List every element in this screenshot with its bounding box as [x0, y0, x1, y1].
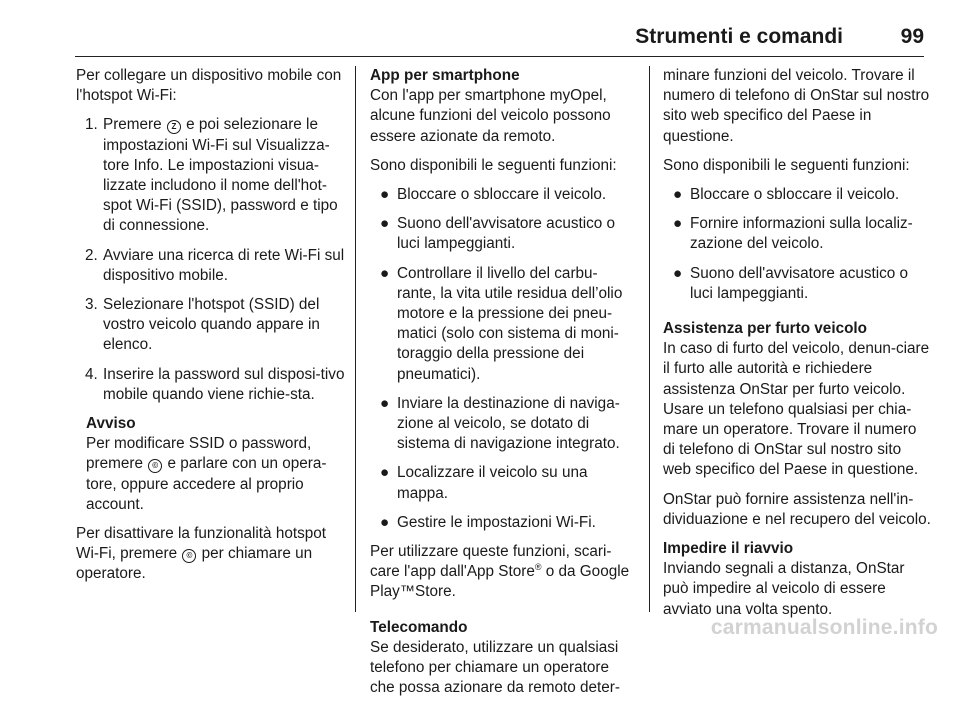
functions-list [663, 185, 931, 304]
bullet-icon: ● [380, 186, 390, 204]
bullet-icon: ● [380, 513, 390, 531]
paragraph: Sono disponibili le seguenti funzioni: [370, 156, 617, 174]
bullet-icon: ● [380, 394, 390, 412]
list-item: ● Bloccare o sbloccare il veicolo. [663, 185, 931, 205]
note-box [76, 414, 348, 515]
paragraph: minare funzioni del veicolo. Trovare il numero di telefono di OnStar sul nostro sito web specifico del Paese in questione. [663, 67, 930, 145]
functions-list [370, 185, 636, 533]
list-item: ● Suono dell'avvisatore acustico o luci lampeggianti. [380, 215, 616, 253]
list-item: ● Localizzare il veicolo su una mappa. [380, 464, 588, 502]
bullet-icon: ● [380, 264, 390, 282]
bullet-icon: ● [673, 264, 683, 282]
note-heading: Avviso [86, 415, 136, 433]
step-item: 2. Avviare una ricerca di rete Wi-Fi sul dispositivo mobile. [85, 246, 345, 284]
column-1 [76, 66, 348, 594]
hotspot-disable-text: Per disattivare la funzionalità hotspot Wi-Fi, premere © per chiamare un operatore. [76, 525, 326, 583]
section-title: Strumenti e comandi [635, 25, 843, 48]
column-divider-1 [355, 66, 356, 612]
paragraph: Per utilizzare queste funzioni, scari-care l'app dall'App Store® o da Google Play™Store. [370, 543, 630, 601]
bullet-icon: ● [380, 464, 390, 482]
column-divider-2 [649, 66, 650, 612]
heading-prevent-restart: Impedire il riavvio [663, 540, 794, 558]
page-number: 99 [900, 25, 924, 48]
onstar-button-icon: © [182, 549, 196, 563]
paragraph: Inviando segnali a distanza, OnStar può impedire al veicolo di essere avviato una volta spento. [663, 560, 905, 618]
paragraph: Se desiderato, utilizzare un qualsiasi telefono per chiamare un operatore che possa azionare da remoto deter- [370, 638, 620, 697]
wifi-intro: Per collegare un dispositivo mobile con l'hotspot Wi-Fi: [76, 67, 342, 105]
paragraph: Con l'app per smartphone myOpel, alcune funzioni del veicolo possono essere azionate da remoto. [370, 87, 611, 145]
heading-remote-control: Telecomando [370, 618, 468, 636]
heading-theft-assistance: Assistenza per furto veicolo [663, 320, 868, 338]
heading-smartphone-app: App per smartphone [370, 67, 520, 84]
bullet-icon: ● [380, 215, 390, 233]
watermark: carmanualsonline.info [710, 616, 938, 639]
step-item: 1. Premere Z e poi selezionare le impostazioni Wi-Fi sul Visualizza-tore Info. Le impostazioni visua-lizzate includono il nome dell'hot-spot Wi-Fi (SSID), password e tipo di connessione. [85, 116, 338, 235]
list-item: ● Controllare il livello del carbu-rante, la vita utile residua dell’olio motore e la pressione dei pneu-matici (solo con sistema di moni-toraggio della pressione dei pneumatici). [380, 264, 623, 383]
list-item: ● Fornire informazioni sulla localiz-zazione del veicolo. [673, 215, 913, 253]
settings-button-icon: Z [167, 120, 181, 134]
paragraph: Sono disponibili le seguenti funzioni: [663, 156, 910, 174]
bullet-icon: ● [673, 215, 683, 233]
page-header [0, 0, 960, 56]
wifi-steps [76, 115, 348, 405]
step-item: 3. Selezionare l'hotspot (SSID) del vostro veicolo quando appare in elenco. [85, 296, 320, 354]
header-rule [75, 56, 924, 57]
bullet-icon: ● [673, 186, 683, 204]
column-3 [663, 66, 931, 629]
onstar-button-icon: © [148, 459, 162, 473]
list-item: ● Inviare la destinazione di naviga-zione al veicolo, se dotato di sistema di navigazione integrato. [380, 394, 620, 453]
list-item: ● Suono dell'avvisatore acustico o luci lampeggianti. [673, 264, 909, 302]
note-text: Per modificare SSID o password, premere © e parlare con un opera-tore, oppure accedere al proprio account. [86, 435, 327, 513]
list-item: ● Gestire le impostazioni Wi-Fi. [370, 513, 636, 533]
list-item: ● Bloccare o sbloccare il veicolo. [370, 185, 636, 205]
column-2 [370, 66, 636, 707]
paragraph: OnStar può fornire assistenza nell'in-dividuazione e nel recupero del veicolo. [663, 490, 931, 528]
paragraph: In caso di furto del veicolo, denun-ciare il furto alle autorità e richiedere assistenza OnStar per furto veicolo. Usare un telefono qualsiasi per chia-mare un operatore. Trovare il numero di telefono di OnStar sul nostro sito web specifico del Paese in questione. [663, 340, 930, 479]
step-item: 4. Inserire la password sul disposi-tivo mobile quando viene richie-sta. [85, 365, 345, 403]
